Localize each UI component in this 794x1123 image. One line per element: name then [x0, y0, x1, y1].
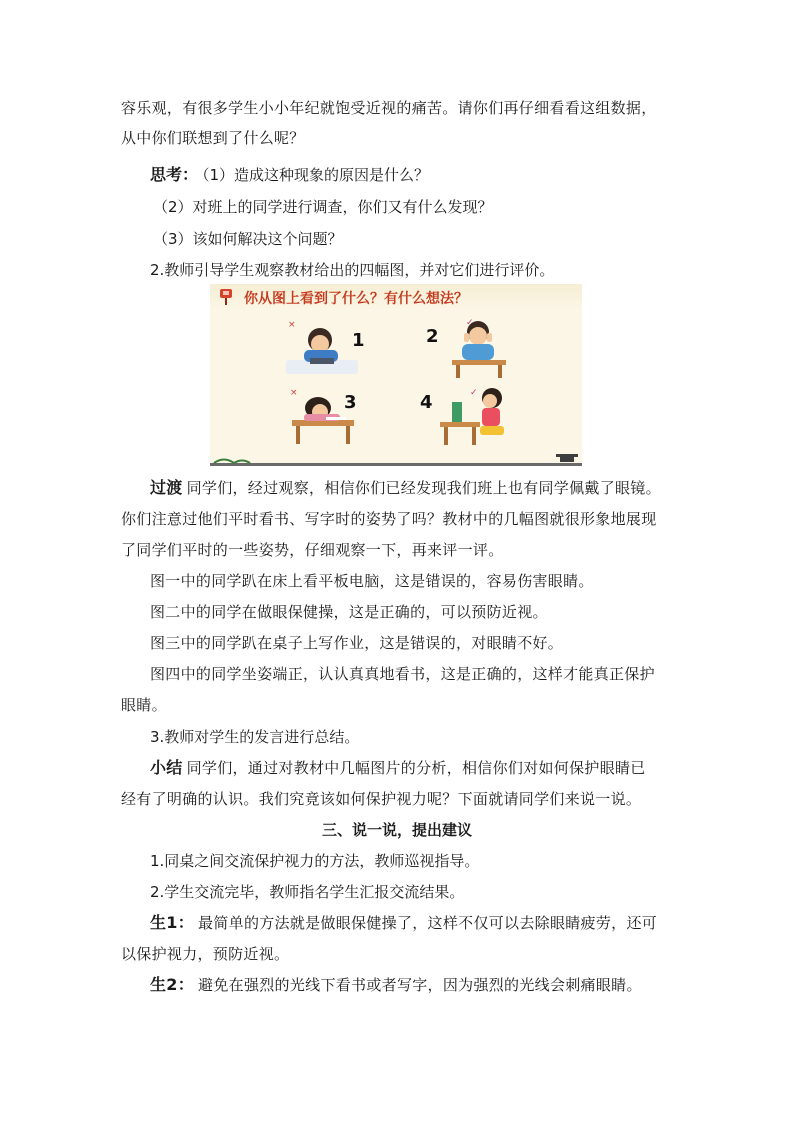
picture-1-comment: 图一中的同学趴在床上看平板电脑，这是错误的，容易伤害眼睛。 [150, 572, 594, 590]
picture-4-comment-line-2: 眼睛。 [121, 696, 167, 714]
picture-3-comment: 图三中的同学趴在桌子上写作业，这是错误的，对眼睛不好。 [150, 634, 564, 652]
panel-number-4: 4 [420, 392, 433, 413]
student-2-label: 生2： [150, 975, 195, 994]
textbook-illustration [210, 284, 582, 466]
section-3-step-2: 2.学生交流完毕，教师指名学生汇报交流结果。 [150, 883, 465, 901]
figure-footer-decoration [210, 454, 582, 466]
student-1-line-2: 以保护视力，预防近视。 [121, 945, 290, 963]
wrong-mark-3: × [290, 388, 298, 398]
right-mark-4: ✓ [470, 388, 478, 398]
think-question-2: （2）对班上的同学进行调查，你们又有什么发现？ [153, 198, 493, 216]
step-3: 3.教师对学生的发言进行总结。 [150, 728, 360, 746]
think-paragraph [150, 165, 710, 185]
think-question-3: （3）该如何解决这个问题？ [153, 230, 343, 248]
picture-2-comment: 图二中的同学在做眼保健操，这是正确的，可以预防近视。 [150, 603, 548, 621]
transition-line-1: 同学们，经过观察，相信你们已经发现我们班上也有同学佩戴了眼镜。 [186, 479, 661, 497]
summary-label: 小结 [150, 758, 183, 777]
student-2-answer [150, 975, 710, 995]
panel-number-1: 1 [352, 330, 365, 351]
student-1-line-1: 最简单的方法就是做眼保健操了，这样不仅可以去除眼睛疲劳，还可 [198, 914, 658, 932]
think-label: 思考： [150, 165, 199, 184]
transition-label: 过渡 [150, 478, 183, 497]
panel-2-eye-exercises [438, 316, 518, 380]
pushpin-icon [218, 288, 234, 306]
section-3-step-1: 1.同桌之间交流保护视力的方法，教师巡视指导。 [150, 852, 480, 870]
summary-line-1: 同学们，通过对教材中几幅图片的分析，相信你们对如何保护眼睛已 [186, 759, 646, 777]
student-1-label: 生1： [150, 913, 195, 932]
summary-paragraph [150, 758, 710, 778]
figure-title: 你从图上看到了什么？有什么想法？ [244, 291, 468, 307]
intro-line-1: 容乐观，有很多学生小小年纪就饱受近视的痛苦。请你们再仔细看看这组数据， [121, 99, 657, 117]
student-2-line-1: 避免在强烈的光线下看书或者写字，因为强烈的光线会刺痛眼睛。 [198, 976, 642, 994]
right-mark-2: ✓ [466, 318, 474, 328]
think-question-1: （1）造成这种现象的原因是什么？ [202, 166, 430, 184]
step-2: 2.教师引导学生观察教材给出的四幅图，并对它们进行评价。 [150, 261, 555, 279]
panel-number-2: 2 [426, 326, 439, 347]
panel-number-3: 3 [344, 392, 357, 413]
student-1-answer [150, 913, 710, 933]
wrong-mark-1: × [288, 320, 296, 330]
section-3-heading: 三、说一说，提出建议 [321, 821, 472, 839]
transition-line-3: 了同学们平时的一些姿势，仔细观察一下，再来评一评。 [121, 541, 504, 559]
intro-line-2: 从中你们联想到了什么呢？ [121, 129, 305, 147]
transition-paragraph [150, 478, 710, 498]
picture-4-comment-line-1: 图四中的同学坐姿端正，认认真真地看书，这是正确的，这样才能真正保护 [150, 665, 655, 683]
summary-line-2: 经有了明确的认识。我们究竟该如何保护视力呢？下面就请同学们来说一说。 [121, 790, 642, 808]
transition-line-2: 你们注意过他们平时看书、写字时的姿势了吗？教材中的几幅图就很形象地展现 [121, 510, 657, 528]
